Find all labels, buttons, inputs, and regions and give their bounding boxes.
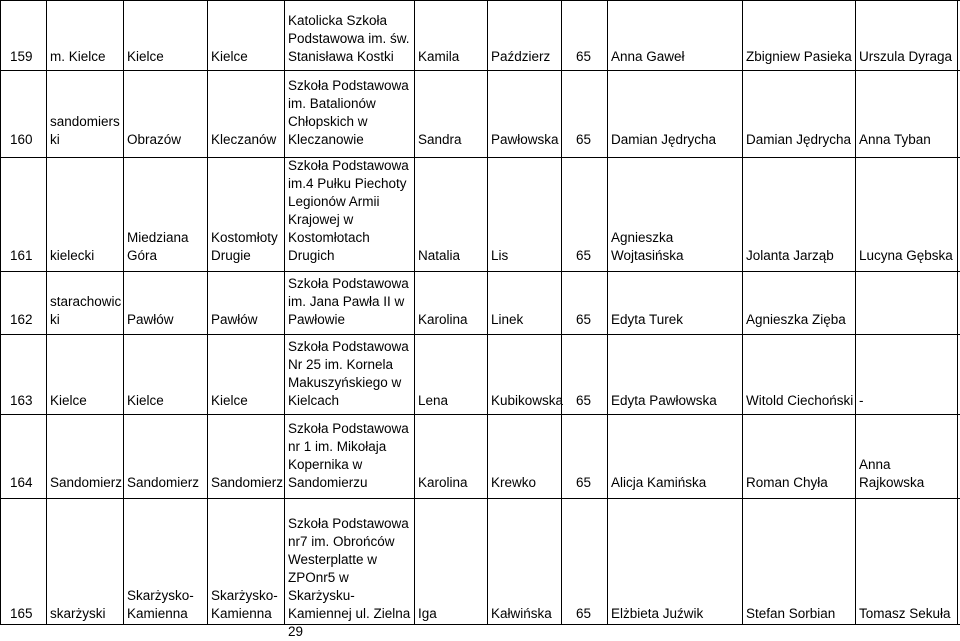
grid-line <box>855 0 856 625</box>
teacher3-cell: Anna Rajkowska <box>859 457 925 490</box>
grid-line <box>561 0 562 625</box>
school-cell: Szkoła Podstawowa im. Jana Pawła II w Pawłowie <box>288 276 409 327</box>
score-cell: 65 <box>576 312 592 327</box>
last-name-cell: Krewko <box>491 475 537 490</box>
grid-line <box>0 0 1 625</box>
teacher-cell: Elżbieta Juźwik <box>611 606 704 621</box>
grid-line <box>46 0 47 625</box>
first-name-cell: Karolina <box>418 475 468 490</box>
teacher3-cell: Tomasz Sekuła <box>859 606 951 621</box>
grid-line <box>957 0 958 625</box>
score-cell: 65 <box>576 49 592 64</box>
row-number: 162 <box>10 312 33 327</box>
district-cell: m. Kielce <box>50 49 106 64</box>
first-name-cell: Sandra <box>418 132 462 147</box>
grid-line <box>0 70 960 71</box>
teacher-cell: Damian Jędrycha <box>611 132 717 147</box>
commune-cell: Pawłów <box>127 312 174 327</box>
teacher3-cell: - <box>859 393 864 408</box>
grid-line <box>0 498 960 499</box>
teacher3-cell: Anna Tyban <box>859 132 931 147</box>
first-name-cell: Karolina <box>418 312 468 327</box>
locality-cell: Sandomierz <box>211 475 284 490</box>
commune-cell: Kielce <box>127 393 164 408</box>
row-number: 164 <box>10 475 33 490</box>
score-cell: 65 <box>576 132 592 147</box>
grid-line <box>0 0 960 1</box>
grid-line <box>123 0 124 625</box>
locality-cell: Kielce <box>211 393 248 408</box>
last-name-cell: Kałwińska <box>491 606 552 621</box>
grid-line <box>0 334 960 335</box>
grid-line <box>414 0 415 625</box>
commune-cell: Skarżysko- Kamienna <box>127 588 194 621</box>
district-cell: skarżyski <box>50 606 106 621</box>
teacher3-cell: Urszula Dyraga <box>859 49 953 64</box>
row-number: 163 <box>10 393 33 408</box>
grid-line <box>0 414 960 415</box>
teacher2-cell: Stefan Sorbian <box>746 606 836 621</box>
locality-cell: Kielce <box>211 49 248 64</box>
district-cell: starachowic ki <box>50 294 122 327</box>
last-name-cell: Linek <box>491 312 524 327</box>
teacher-cell: Anna Gaweł <box>611 49 685 64</box>
score-cell: 65 <box>576 475 592 490</box>
teacher-cell: Edyta Turek <box>611 312 684 327</box>
district-cell: Kielce <box>50 393 87 408</box>
row-number: 161 <box>10 248 33 263</box>
teacher2-cell: Jolanta Jarząb <box>746 248 834 263</box>
last-name-cell: Pawłowska <box>491 132 559 147</box>
school-cell: Katolicka Szkoła Podstawowa im. św. Stanisława Kostki <box>288 13 410 64</box>
last-name-cell: Kubikowska <box>491 393 564 408</box>
commune-cell: Kielce <box>127 49 164 64</box>
teacher-cell: Agnieszka Wojtasińska <box>611 230 684 263</box>
district-cell: kielecki <box>50 248 95 263</box>
school-cell: Szkoła Podstawowa nr 1 im. Mikołaja Kopernika w Sandomierzu <box>288 421 409 490</box>
district-cell: sandomiers ki <box>50 114 120 147</box>
last-name-cell: Paździerz <box>491 49 551 64</box>
score-cell: 65 <box>576 606 592 621</box>
teacher2-cell: Witold Ciechoński <box>746 393 854 408</box>
commune-cell: Miedziana Góra <box>127 230 189 263</box>
district-cell: Sandomierz <box>50 475 123 490</box>
locality-cell: Pawłów <box>211 312 258 327</box>
row-number: 165 <box>10 606 33 621</box>
school-cell: Szkoła Podstawowa im.4 Pułku Piechoty Legionów Armii Krajowej w Kostomłotach Drugich <box>288 158 409 263</box>
grid-line <box>607 0 608 625</box>
commune-cell: Sandomierz <box>127 475 200 490</box>
first-name-cell: Kamila <box>418 49 460 64</box>
row-number: 159 <box>10 49 33 64</box>
teacher3-cell: Lucyna Gębska <box>859 248 953 263</box>
grid-line <box>487 0 488 625</box>
first-name-cell: Lena <box>418 393 449 408</box>
locality-cell: Kostomłoty Drugie <box>211 230 278 263</box>
grid-line <box>284 0 285 625</box>
grid-line <box>742 0 743 625</box>
grid-line <box>0 271 960 272</box>
grid-line <box>0 157 960 158</box>
teacher2-cell: Zbigniew Pasieka <box>746 49 852 64</box>
locality-cell: Kleczanów <box>211 132 277 147</box>
score-cell: 65 <box>576 393 592 408</box>
teacher-cell: Edyta Pawłowska <box>611 393 717 408</box>
teacher-cell: Alicja Kamińska <box>611 475 707 490</box>
locality-cell: Skarżysko- Kamienna <box>211 588 278 621</box>
last-name-cell: Lis <box>491 248 509 263</box>
grid-line <box>207 0 208 625</box>
row-number: 160 <box>10 132 33 147</box>
commune-cell: Obrazów <box>127 132 182 147</box>
teacher2-cell: Agnieszka Zięba <box>746 312 846 327</box>
school-cell: Szkoła Podstawowa im. Batalionów Chłopskich w Kleczanowie <box>288 78 409 147</box>
score-cell: 65 <box>576 248 592 263</box>
first-name-cell: Natalia <box>418 248 461 263</box>
teacher2-cell: Roman Chyła <box>746 475 828 490</box>
school-cell: Szkoła Podstawowa nr7 im. Obrońców Westerplatte w ZPOnr5 w Skarżysku- Kamiennej ul. Zielna 29 <box>288 516 411 639</box>
teacher2-cell: Damian Jędrycha <box>746 132 852 147</box>
school-cell: Szkoła Podstawowa Nr 25 im. Kornela Makuszyńskiego w Kielcach <box>288 339 409 408</box>
first-name-cell: Iga <box>418 606 437 621</box>
